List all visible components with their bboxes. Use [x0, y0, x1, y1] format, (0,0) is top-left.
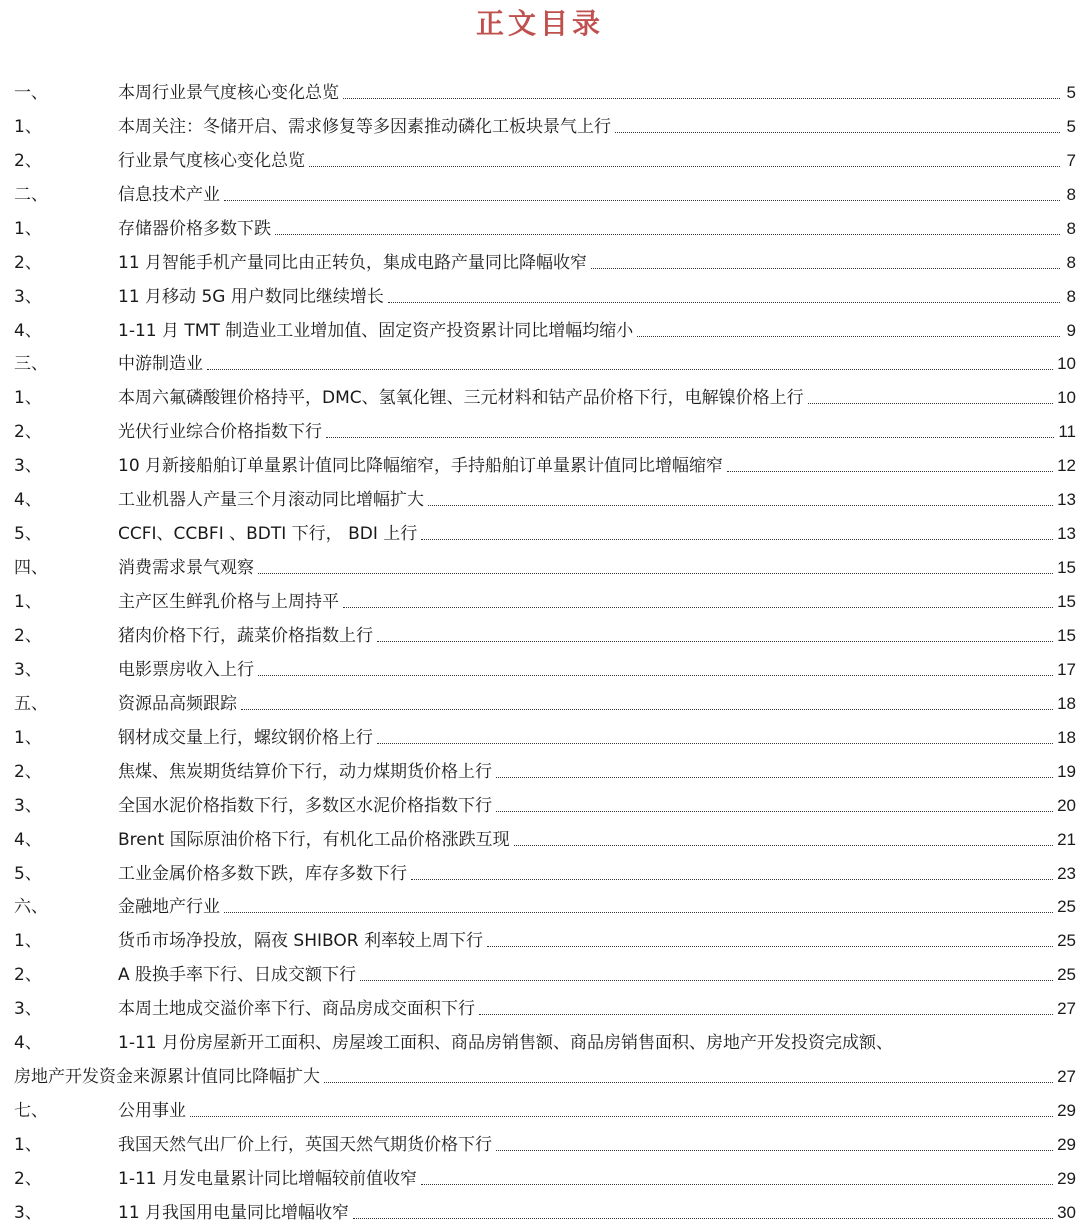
toc-entry[interactable] [14, 411, 1076, 445]
toc-number: 3、 [14, 286, 42, 307]
toc-entry[interactable] [14, 140, 1076, 174]
toc-title: 全国水泥价格指数下行，多数区水泥价格指数下行 [118, 795, 492, 816]
toc-title: 中游制造业 [118, 354, 203, 375]
dot-leader [377, 641, 1053, 642]
dot-leader [591, 268, 1060, 269]
toc-title: 工业金属价格多数下跌，库存多数下行 [118, 863, 407, 884]
toc-entry[interactable] [14, 988, 1076, 1022]
toc-entry[interactable] [14, 513, 1076, 547]
toc-entry[interactable] [14, 208, 1076, 242]
toc-number: 七、 [14, 1101, 48, 1122]
toc-title-continued: 房地产开发资金来源累计值同比降幅扩大 [14, 1067, 320, 1088]
toc-page-number: 29 [1057, 1135, 1076, 1155]
toc-entry[interactable] [14, 1192, 1076, 1226]
toc-page-number: 10 [1057, 388, 1076, 408]
toc-title: 光伏行业综合价格指数下行 [118, 422, 322, 443]
toc-number: 5、 [14, 863, 42, 884]
dot-leader [421, 539, 1053, 540]
toc-number: 4、 [14, 1033, 42, 1054]
dot-leader [343, 607, 1053, 608]
toc-entry[interactable] [14, 785, 1076, 819]
toc-page-number: 5 [1066, 116, 1076, 136]
toc-page-number: 13 [1057, 490, 1076, 510]
toc-page-number: 30 [1057, 1202, 1076, 1222]
dot-leader [615, 132, 1060, 133]
toc-number: 3、 [14, 1202, 42, 1223]
toc-entry[interactable] [14, 615, 1076, 649]
toc-title: 货币市场净投放，隔夜 SHIBOR 利率较上周下行 [118, 931, 483, 952]
toc-title: 1-11 月 TMT 制造业工业增加值、固定资产投资累计同比增幅均缩小 [118, 320, 634, 341]
dot-leader [514, 845, 1053, 846]
toc-title: 1-11 月发电量累计同比增幅较前值收窄 [118, 1168, 417, 1189]
toc-page-number: 29 [1057, 1168, 1076, 1188]
toc-number: 1、 [14, 592, 42, 612]
dot-leader [727, 471, 1053, 472]
toc-number: 2、 [14, 150, 42, 171]
toc-number: 1、 [14, 116, 42, 137]
toc-page-number: 25 [1057, 931, 1076, 951]
toc-title: 金融地产行业 [118, 897, 220, 918]
toc-number: 1、 [14, 931, 42, 952]
toc-number: 4、 [14, 490, 42, 511]
dot-leader [496, 1150, 1053, 1151]
toc-title: 我国天然气出厂价上行，英国天然气期货价格下行 [118, 1135, 492, 1156]
toc-entry[interactable] [14, 547, 1076, 581]
toc-page-number: 8 [1066, 252, 1076, 272]
toc-number: 1、 [14, 727, 42, 748]
toc-title: 主产区生鲜乳价格与上周持平 [118, 592, 339, 612]
toc-number: 2、 [14, 252, 42, 273]
toc-entry[interactable] [14, 954, 1076, 988]
dot-leader [808, 403, 1053, 404]
dot-leader [343, 98, 1060, 99]
toc-title: 1-11 月份房屋新开工面积、房屋竣工面积、商品房销售额、商品房销售面积、房地产开发投资完成额、 [118, 1033, 893, 1054]
toc-page-number: 17 [1057, 659, 1076, 679]
toc-page-number: 18 [1057, 693, 1076, 713]
toc-page-number: 13 [1057, 524, 1076, 544]
toc-entry[interactable] [14, 310, 1076, 344]
dot-leader [487, 946, 1053, 947]
toc-title: CCFI、CCBFI 、BDTI 下行， BDI 上行 [118, 524, 418, 545]
toc-title: 消费需求景气观察 [118, 558, 254, 579]
toc-entry[interactable] [14, 853, 1076, 887]
toc-title: 11 月我国用电量同比增幅收窄 [118, 1202, 350, 1223]
toc-entry[interactable] [14, 242, 1076, 276]
toc-page-number: 15 [1057, 558, 1076, 578]
toc-number: 5、 [14, 524, 42, 545]
toc-page-number: 25 [1057, 897, 1076, 917]
toc-page-number: 19 [1057, 761, 1076, 781]
toc-number: 3、 [14, 999, 42, 1020]
toc-page-number: 23 [1057, 863, 1076, 883]
toc-number: 一、 [14, 82, 48, 103]
toc-number: 4、 [14, 320, 42, 341]
toc-entry[interactable] [14, 276, 1076, 310]
toc-entry[interactable] [14, 1124, 1076, 1158]
toc-number: 2、 [14, 965, 42, 986]
toc-entry[interactable] [14, 106, 1076, 140]
toc-entry[interactable] [14, 683, 1076, 717]
dot-leader [224, 912, 1053, 913]
toc-number: 2、 [14, 1168, 42, 1189]
toc-page-number: 21 [1057, 829, 1076, 849]
dot-leader [258, 675, 1053, 676]
page-title: 正文目录 [475, 7, 604, 40]
dot-leader [309, 166, 1060, 167]
toc-entry[interactable] [14, 174, 1076, 208]
dot-leader [496, 811, 1053, 812]
dot-leader [241, 709, 1053, 710]
dot-leader [421, 1184, 1053, 1185]
dot-leader [275, 234, 1060, 235]
toc-page-number: 12 [1057, 456, 1076, 476]
toc-entry[interactable] [14, 377, 1076, 411]
toc-entry[interactable] [14, 445, 1076, 479]
toc-page-number: 20 [1057, 795, 1076, 815]
toc-title: 资源品高频跟踪 [118, 693, 237, 714]
toc-page-number: 27 [1057, 1067, 1076, 1087]
toc-number: 二、 [14, 184, 48, 205]
toc-number: 1、 [14, 1135, 42, 1156]
toc-title: 11 月移动 5G 用户数同比继续增长 [118, 286, 384, 307]
toc-title: 10 月新接船舶订单量累计值同比降幅缩窄，手持船舶订单量累计值同比增幅缩窄 [118, 456, 724, 477]
dot-leader [360, 980, 1053, 981]
toc-number: 2、 [14, 422, 42, 443]
toc-title: 钢材成交量上行，螺纹钢价格上行 [118, 727, 373, 748]
toc-title: 本周行业景气度核心变化总览 [118, 82, 339, 103]
dot-leader [428, 505, 1053, 506]
toc-title: Brent 国际原油价格下行，有机化工品价格涨跌互现 [118, 829, 510, 850]
toc-number: 1、 [14, 218, 42, 239]
table-of-contents [14, 72, 1076, 1226]
dot-leader [190, 1116, 1053, 1117]
toc-number: 3、 [14, 659, 42, 680]
dot-leader [637, 336, 1060, 337]
toc-number: 2、 [14, 625, 42, 646]
toc-number: 六、 [14, 897, 48, 918]
toc-entry[interactable] [14, 920, 1076, 954]
toc-entry[interactable] [14, 1090, 1076, 1124]
toc-page-number: 5 [1066, 82, 1076, 102]
toc-page-number: 15 [1057, 625, 1076, 645]
toc-page-number: 8 [1066, 218, 1076, 238]
toc-page-number: 29 [1057, 1101, 1076, 1121]
toc-entry[interactable] [14, 819, 1076, 853]
toc-page-number: 18 [1057, 727, 1076, 747]
toc-page-number: 15 [1057, 592, 1076, 611]
toc-entry[interactable] [14, 751, 1076, 785]
toc-entry[interactable] [14, 649, 1076, 683]
toc-number: 3、 [14, 795, 42, 816]
toc-entry[interactable] [14, 1022, 1076, 1090]
toc-title: 本周六氟磷酸锂价格持平，DMC、氢氧化锂、三元材料和钴产品价格下行，电解镍价格上行 [118, 388, 804, 409]
dot-leader [388, 302, 1060, 303]
toc-entry[interactable] [14, 1158, 1076, 1192]
toc-entry[interactable] [14, 717, 1076, 751]
toc-number: 1、 [14, 388, 42, 409]
toc-page-number: 25 [1057, 965, 1076, 985]
toc-title: 焦煤、焦炭期货结算价下行，动力煤期货价格上行 [118, 761, 492, 782]
toc-page-number: 11 [1058, 422, 1076, 442]
toc-entry[interactable] [14, 887, 1076, 921]
toc-page-number: 9 [1066, 320, 1076, 340]
toc-title: 本周关注：冬储开启、需求修复等多因素推动磷化工板块景气上行 [118, 116, 611, 137]
dot-leader [479, 1014, 1053, 1015]
toc-title: 本周土地成交溢价率下行、商品房成交面积下行 [118, 999, 475, 1020]
dot-leader [258, 573, 1053, 574]
dot-leader [207, 369, 1053, 370]
toc-title: 猪肉价格下行，蔬菜价格指数上行 [118, 625, 373, 646]
toc-page-number: 8 [1066, 184, 1076, 204]
toc-number: 3、 [14, 456, 42, 477]
toc-number: 4、 [14, 829, 42, 850]
toc-page-number: 7 [1066, 150, 1076, 170]
dot-leader [411, 879, 1053, 880]
toc-title: 电影票房收入上行 [118, 659, 254, 680]
toc-title: 公用事业 [118, 1101, 186, 1122]
toc-title: 行业景气度核心变化总览 [118, 150, 305, 171]
toc-title: A 股换手率下行、日成交额下行 [118, 965, 357, 986]
dot-leader [326, 437, 1054, 438]
dot-leader [224, 200, 1060, 201]
toc-number: 三、 [14, 354, 48, 375]
toc-page-number: 27 [1057, 999, 1076, 1019]
toc-page-number: 8 [1066, 286, 1076, 306]
toc-number: 四、 [14, 558, 48, 579]
toc-entry[interactable] [14, 479, 1076, 513]
toc-title: 工业机器人产量三个月滚动同比增幅扩大 [118, 490, 424, 511]
toc-entry[interactable] [14, 581, 1076, 615]
toc-entry[interactable] [14, 344, 1076, 378]
dot-leader [353, 1218, 1053, 1219]
toc-number: 2、 [14, 761, 42, 782]
toc-number: 五、 [14, 693, 48, 714]
dot-leader [496, 777, 1053, 778]
toc-title: 存储器价格多数下跌 [118, 218, 271, 239]
toc-entry[interactable] [14, 72, 1076, 106]
toc-page-number: 10 [1057, 354, 1076, 374]
dot-leader [324, 1082, 1053, 1083]
dot-leader [377, 743, 1053, 744]
toc-title: 11 月智能手机产量同比由正转负，集成电路产量同比降幅收窄 [118, 252, 588, 273]
toc-title: 信息技术产业 [118, 184, 220, 205]
